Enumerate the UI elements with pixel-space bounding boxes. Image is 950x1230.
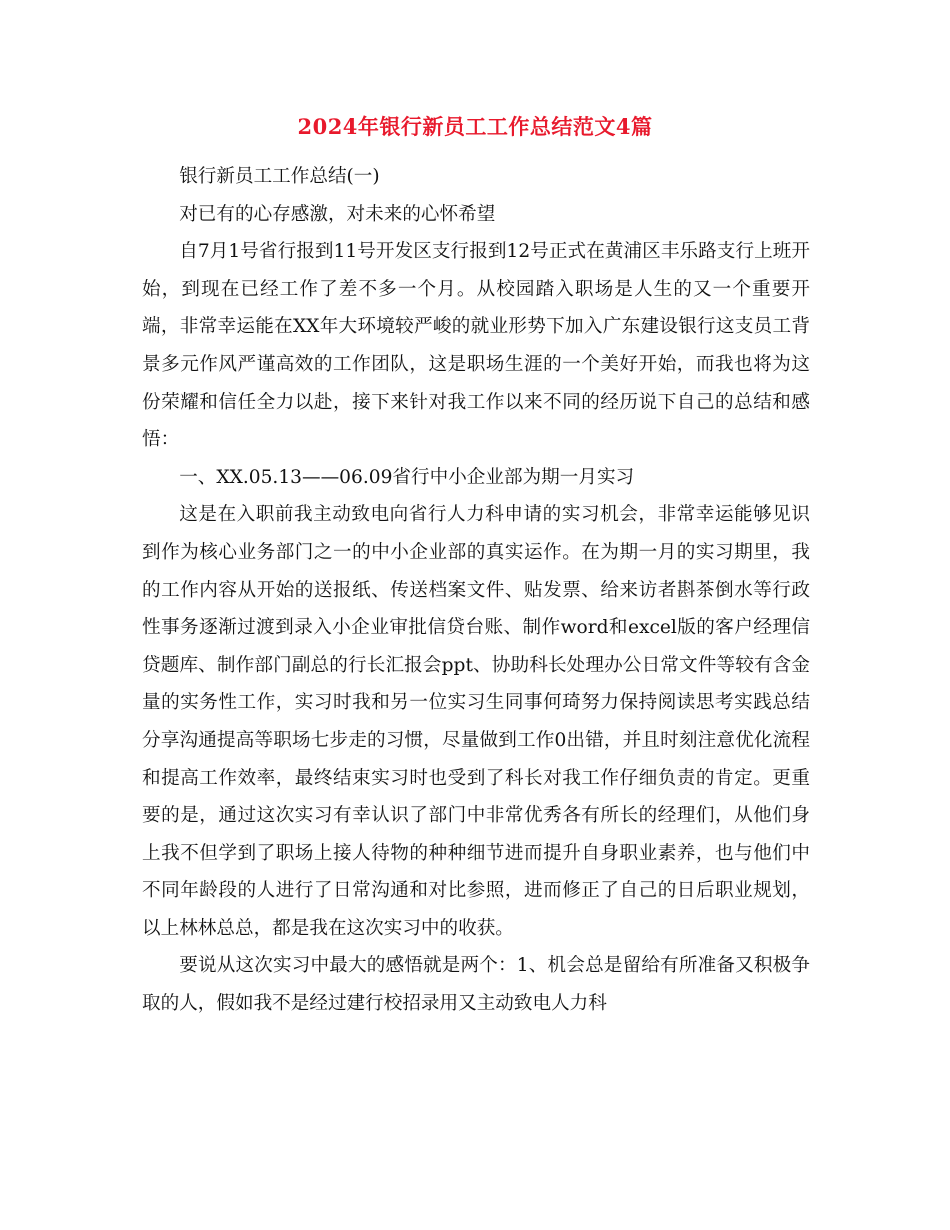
paragraph-subtitle: 对已有的心存感激，对未来的心怀希望 — [179, 203, 496, 225]
document-title: 2024年银行新员工工作总结范文4篇 — [297, 114, 653, 139]
paragraph-intro: 自7月1号省行报到11号开发区支行报到12号正式在黄浦区丰乐路支行上班开始，到现在已经工作了差不多一个月。从校园踏入职场是人生的又一个重要开端，非常幸运能在XX年大环境较严峻的就业形势下加入广东建设银行这支员工背景多元作风严谨高效的工作团队，这是职场生涯的一个美好开始，而我也将为这份荣耀和信任全力以赴，接下来针对我工作以来不同的经历说下自己的总结和感悟： — [142, 241, 810, 451]
paragraph-reflection: 要说从这次实习中最大的感悟就是两个：1、机会总是留给有所准备又积极争取的人，假如我不是经过建行校招录用又主动致电人力科 — [142, 955, 810, 1015]
document-body — [142, 158, 810, 1023]
paragraph-section-heading: 银行新员工工作总结(一) — [179, 166, 380, 187]
paragraph-internship: 这是在入职前我主动致电向省行人力科申请的实习机会，非常幸运能够见识到作为核心业务部门之一的中小企业部的真实运作。在为期一月的实习期里，我的工作内容从开始的送报纸、传送档案文件、贴发票、给来访者斟茶倒水等行政性事务逐渐过渡到录入小企业审批信贷台账、制作word和excel版的客户经理信贷题库、制作部门副总的行长汇报会ppt、协助科长处理办公日常文件等较有含金量的实务性工作，实习时我和另一位实习生同事何琦努力保持阅读思考实践总结分享沟通提高等职场七步走的习惯，尽量做到工作0出错，并且时刻注意优化流程和提高工作效率，最终结束实习时也受到了科长对我工作仔细负责的肯定。更重要的是，通过这次实习有幸认识了部门中非常优秀各有所长的经理们，从他们身上我不但学到了职场上接人待物的种种细节进而提升自身职业素养，也与他们中不同年龄段的人进行了日常沟通和对比参照，进而修正了自己的日后职业规划，以上林林总总，都是我在这次实习中的收获。 — [142, 504, 810, 939]
paragraph-part-one-heading: 一、XX.05.13——06.09省行中小企业部为期一月实习 — [179, 466, 635, 488]
